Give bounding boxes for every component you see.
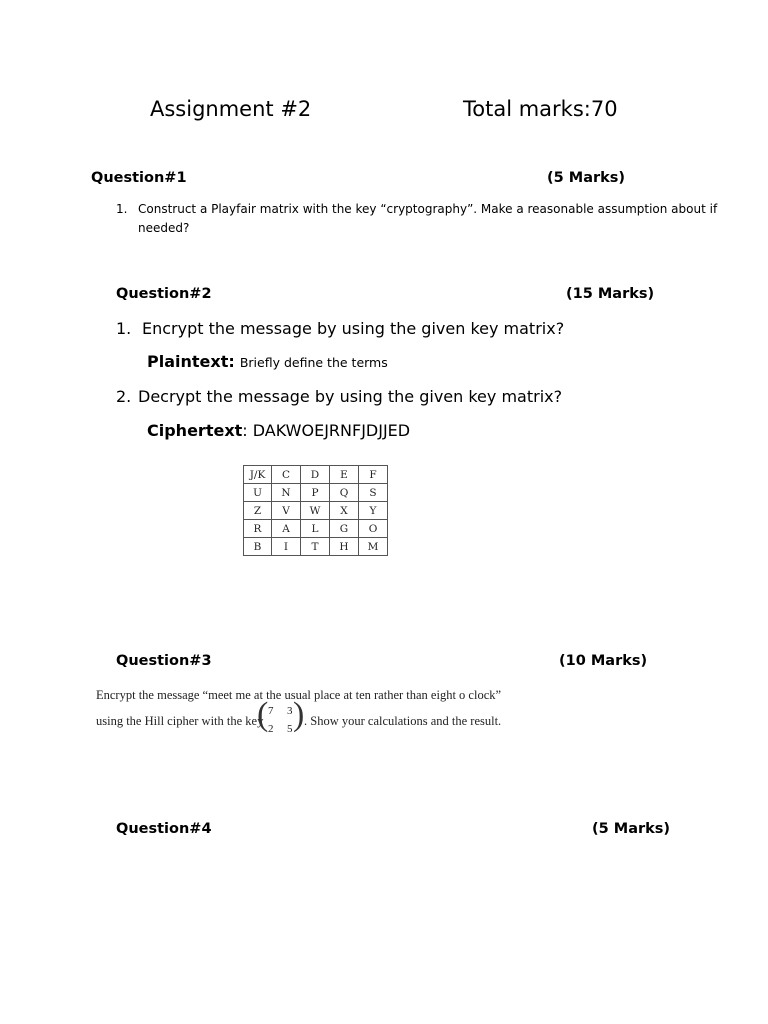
question-1-item-text-line-2: needed?	[138, 221, 190, 235]
matrix-cell: R	[244, 520, 272, 538]
matrix-cell: O	[359, 520, 388, 538]
key-matrix-cell: 2	[268, 723, 274, 735]
matrix-cell: N	[272, 484, 301, 502]
question-4-heading: Question#4	[116, 821, 212, 837]
key-matrix-cell: 5	[287, 723, 293, 735]
matrix-cell: S	[359, 484, 388, 502]
ciphertext-line	[147, 421, 410, 440]
question-2-marks: (15 Marks)	[566, 286, 655, 302]
matrix-cell: F	[359, 466, 388, 484]
matrix-cell: M	[359, 538, 388, 556]
question-1-item-number: 1.	[116, 202, 128, 216]
key-matrix-cell: 7	[268, 705, 274, 717]
plaintext-line	[147, 352, 388, 371]
question-2-heading: Question#2	[116, 286, 212, 302]
question-1-heading: Question#1	[91, 170, 187, 186]
question-2-item-1-number: 1.	[116, 319, 132, 338]
question-3-line-2-before: using the Hill cipher with the key	[96, 714, 264, 728]
matrix-row	[244, 538, 388, 556]
matrix-cell: U	[244, 484, 272, 502]
matrix-cell: J/K	[244, 466, 272, 484]
question-3-line-2-after: . Show your calculations and the result.	[304, 714, 502, 728]
plaintext-value: Briefly define the terms	[239, 355, 388, 370]
question-4-marks: (5 Marks)	[592, 821, 671, 837]
matrix-cell: V	[272, 502, 301, 520]
question-1-marks: (5 Marks)	[547, 170, 626, 186]
matrix-cell: G	[330, 520, 359, 538]
matrix-cell: C	[272, 466, 301, 484]
question-2-item-2-number: 2.	[116, 387, 132, 406]
question-2-item-1-text: Encrypt the message by using the given key matrix?	[142, 319, 565, 338]
assignment-title: Assignment #2	[150, 97, 312, 121]
ciphertext-label: Ciphertext	[147, 421, 243, 440]
question-2-item-2-text: Decrypt the message by using the given key matrix?	[138, 387, 563, 406]
matrix-cell: T	[301, 538, 330, 556]
matrix-cell: W	[301, 502, 330, 520]
playfair-key-matrix	[243, 465, 388, 556]
matrix-cell: P	[301, 484, 330, 502]
hill-key-matrix	[257, 696, 305, 739]
matrix-cell: L	[301, 520, 330, 538]
right-paren: )	[293, 696, 305, 733]
total-marks: Total marks:70	[463, 97, 618, 121]
matrix-row	[244, 520, 388, 538]
question-3-heading: Question#3	[116, 653, 212, 669]
matrix-cell: Y	[359, 502, 388, 520]
matrix-row	[244, 466, 388, 484]
question-3-marks: (10 Marks)	[559, 653, 648, 669]
plaintext-label: Plaintext:	[147, 352, 235, 371]
matrix-cell: E	[330, 466, 359, 484]
matrix-cell: A	[272, 520, 301, 538]
matrix-cell: D	[301, 466, 330, 484]
question-3-line-1: Encrypt the message “meet me at the usual place at ten rather than eight o clock”	[96, 688, 502, 702]
left-paren: (	[257, 696, 269, 733]
key-matrix-cell: 3	[287, 705, 293, 717]
matrix-cell: B	[244, 538, 272, 556]
matrix-row	[244, 502, 388, 520]
ciphertext-value: : DAKWOEJRNFJDJJED	[242, 421, 411, 440]
matrix-row	[244, 484, 388, 502]
matrix-cell: Q	[330, 484, 359, 502]
matrix-cell: X	[330, 502, 359, 520]
matrix-cell: I	[272, 538, 301, 556]
matrix-cell: H	[330, 538, 359, 556]
question-1-item-text-line-1: Construct a Playfair matrix with the key “cryptography”. Make a reasonable assumption about if	[138, 202, 718, 216]
matrix-cell: Z	[244, 502, 272, 520]
